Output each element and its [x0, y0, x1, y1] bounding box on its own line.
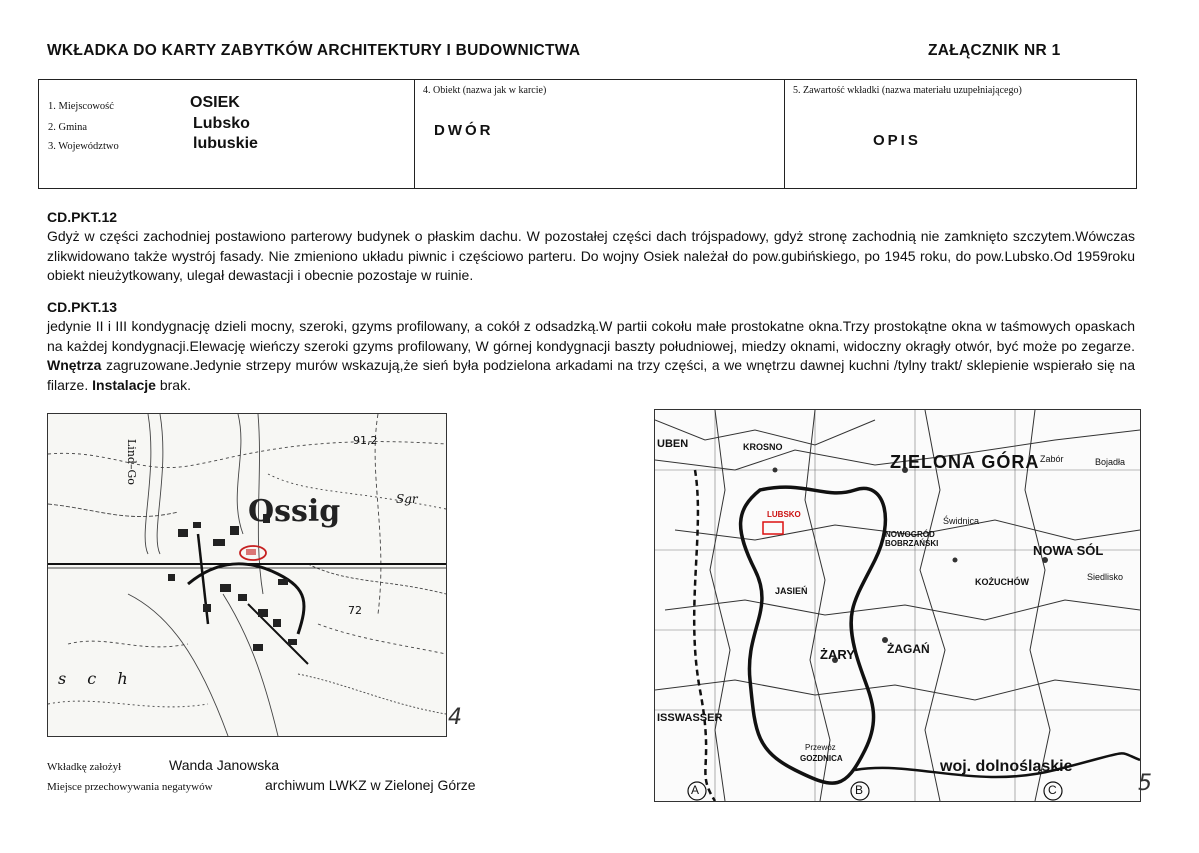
section-pkt12 — [47, 208, 1135, 286]
section-heading: CD.PKT.13 — [47, 299, 118, 315]
section-heading: CD.PKT.12 — [47, 209, 118, 225]
document-title: WKŁADKA DO KARTY ZABYTKÓW ARCHITEKTURY I BUDOWNICTWA — [47, 42, 581, 59]
town-label: JASIEŃ — [775, 586, 808, 596]
info-table — [38, 79, 1137, 189]
town-label: Siedlisko — [1087, 572, 1124, 582]
locality-label: 1. Miejscowość — [48, 101, 114, 112]
municipality-value: Lubsko — [193, 115, 250, 132]
object-cell — [414, 80, 785, 188]
content-value: OPIS — [873, 132, 921, 149]
annex-number: ZAŁĄCZNIK NR 1 — [928, 42, 1061, 59]
municipality-label: 2. Gmina — [48, 122, 88, 133]
object-caption: 4. Obiekt (nazwa jak w karcie) — [423, 85, 547, 96]
storage-value: archiwum LWKZ w Zielonej Górze — [265, 777, 476, 793]
province-value: lubuskie — [193, 135, 258, 152]
town-label: LUBSKO — [767, 510, 801, 519]
interiors-label: Wnętrza — [47, 357, 102, 373]
town-label: KOŻUCHÓW — [975, 577, 1029, 587]
field-label: s c h — [58, 669, 136, 688]
section-pkt13 — [47, 298, 1135, 395]
town-label: Ossig — [248, 494, 341, 529]
road-label: Lind–Go — [125, 439, 138, 485]
page-mark: 4 — [448, 705, 462, 730]
founder-value: Wanda Janowska — [169, 757, 279, 773]
town-label: GOZDNICA — [800, 754, 843, 763]
content-cell — [784, 80, 1136, 188]
installations-label: Instalacje — [92, 376, 156, 393]
section-text: Gdyż w części zachodniej postawiono parterowy budynek o płaskim dachu. W pozostałej części dach trójspadowy, gdyż stronę zachodnią nie zamknięto szczytem.Wówczas zlikwidowano także wystrój fasady. Nie zmieniono układu piwnic i częściowo parteru. Do wojny Osiek należał do pow.gubińskiego, po 1945 roku, do pow.Lubsko.Od 1959roku obiekt nieużytkowany, ulegał dewastacji i obecnie pozostaje w ruinie. — [47, 228, 1135, 283]
sheet-marker: C — [1048, 783, 1057, 797]
province-label: 3. Województwo — [48, 141, 119, 152]
page-mark: 5 — [1138, 771, 1152, 796]
section-text: jedynie II i III kondygnację dzieli mocny, szeroki, gzyms profilowany, a cokół z odsadzką.W partii cokołu małe prostokatne okna.Trzy prostokątne okna w taśmowych opaskach na każdej kondygnacji.Elewację wieńczy szeroki gzyms profilowany, W górnej kondygnacji baszty południowej, miedzy oknami, widoczny okragły otwór, być może po zegarze. Wnętrza zagruzowane.Jedynie strzepy murów wskazują,że sień była podzielona arkadami na trzy części, a we wnętrzu dawnej kuchni /tylny trakt/ sklepienie wspierało się na filarze. Instalacje brak. — [47, 318, 1135, 393]
regional-map — [654, 409, 1141, 802]
elevation-label: 91,2 — [353, 434, 378, 447]
city-label: ZIELONA GÓRA — [890, 452, 1040, 472]
object-value: DWÓR — [434, 122, 494, 139]
town-label: NOWOGRÓD BOBRZAŃSKI — [885, 530, 939, 548]
road-label: Sgr — [396, 492, 418, 506]
founder-label: Wkładkę założył — [47, 761, 122, 773]
topographic-map — [47, 413, 447, 737]
elevation-label: 72 — [348, 604, 362, 617]
town-label: Przewóz — [805, 743, 836, 752]
content-caption: 5. Zawartość wkładki (nazwa materiału uzupełniającego) — [793, 85, 1022, 96]
town-label: KROSNO — [743, 442, 783, 452]
city-label: UBEN — [657, 438, 689, 450]
town-label: Świdnica — [943, 516, 980, 526]
sheet-marker: B — [855, 783, 864, 797]
locality-value: OSIEK — [190, 94, 240, 111]
city-label: ISSWASSER — [657, 712, 723, 724]
town-label: Bojadła — [1095, 457, 1126, 467]
city-label: ŻARY — [820, 647, 855, 662]
town-label: Zabór — [1040, 454, 1064, 464]
storage-label: Miejsce przechowywania negatywów — [47, 781, 213, 793]
region-label: woj. dolnośląskie — [940, 758, 1073, 775]
city-label: NOWA SÓL — [1033, 543, 1104, 558]
sheet-marker: A — [691, 783, 700, 797]
location-cell — [39, 80, 414, 188]
city-label: ŻAGAŃ — [887, 642, 930, 656]
